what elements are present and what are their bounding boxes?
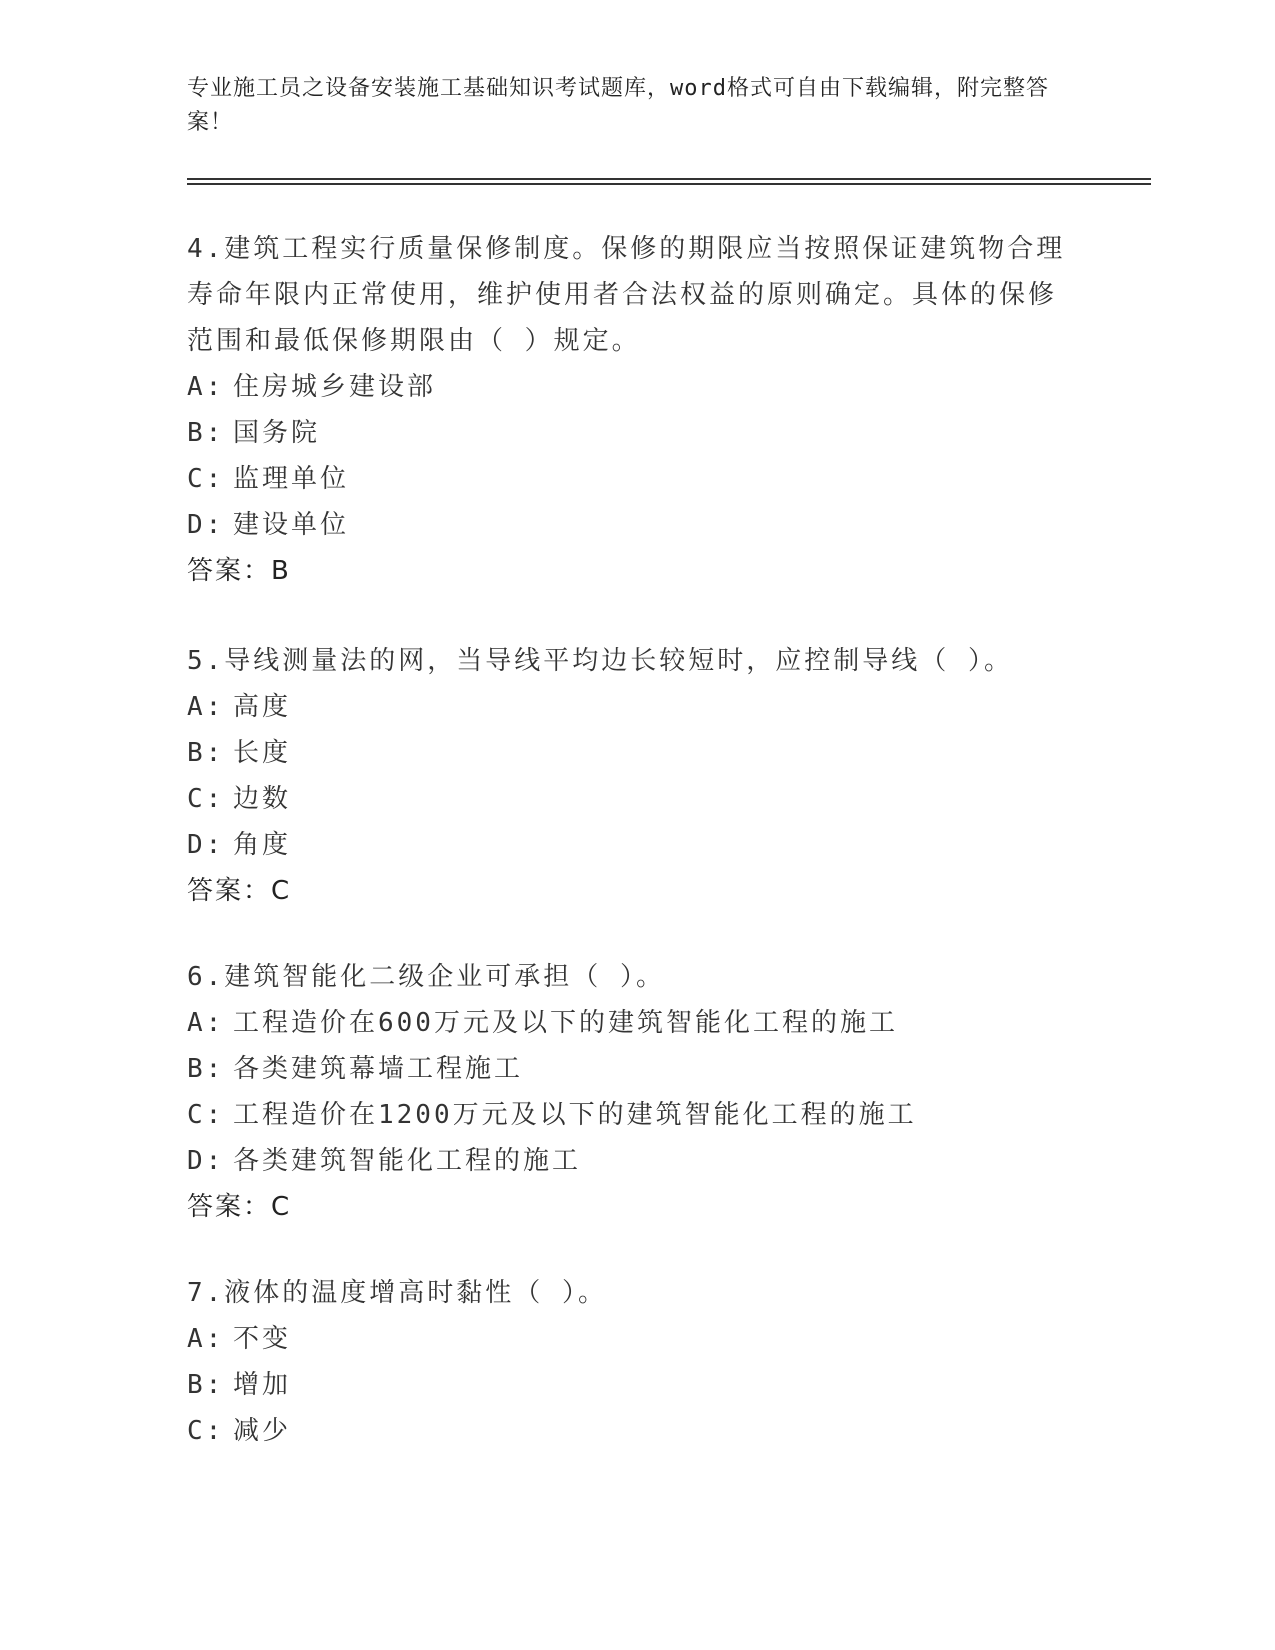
option-letter: A: bbox=[187, 1324, 225, 1354]
option-a bbox=[187, 1316, 1067, 1362]
option-a bbox=[187, 684, 1067, 730]
option-text: 高度 bbox=[233, 692, 292, 722]
option-letter: A: bbox=[187, 372, 225, 402]
option-letter: B: bbox=[187, 738, 225, 768]
question-stem: 6.建筑智能化二级企业可承担（ ）。 bbox=[187, 962, 665, 992]
option-letter: D: bbox=[187, 830, 225, 860]
question-5 bbox=[187, 638, 1067, 914]
option-text: 住房城乡建设部 bbox=[233, 372, 437, 402]
question-4 bbox=[187, 226, 1067, 594]
question-stem: 7.液体的温度增高时黏性（ ）。 bbox=[187, 1278, 607, 1308]
option-b bbox=[187, 1362, 1067, 1408]
question-stem: 4.建筑工程实行质量保修制度。保修的期限应当按照保证建筑物合理寿命年限内正常使用，维护使用者合法权益的原则确定。具体的保修范围和最低保修期限由（ ）规定。 bbox=[187, 234, 1066, 356]
option-d bbox=[187, 822, 1067, 868]
option-letter: D: bbox=[187, 1146, 225, 1176]
option-a bbox=[187, 1000, 1067, 1046]
option-c bbox=[187, 1408, 1067, 1454]
option-letter: B: bbox=[187, 1370, 225, 1400]
option-d bbox=[187, 1138, 1067, 1184]
option-b bbox=[187, 1046, 1067, 1092]
option-text: 工程造价在1200万元及以下的建筑智能化工程的施工 bbox=[233, 1100, 917, 1130]
option-letter: B: bbox=[187, 418, 225, 448]
answer: 答案：B bbox=[187, 556, 291, 586]
option-letter: A: bbox=[187, 1008, 225, 1038]
answer: 答案：C bbox=[187, 876, 292, 906]
option-c bbox=[187, 1092, 1067, 1138]
header-text: 专业施工员之设备安装施工基础知识考试题库，word格式可自由下载编辑，附完整答案！ bbox=[187, 76, 1049, 135]
option-text: 角度 bbox=[233, 830, 292, 860]
option-text: 长度 bbox=[233, 738, 292, 768]
option-letter: D: bbox=[187, 510, 225, 540]
document-header bbox=[187, 72, 1067, 140]
option-c bbox=[187, 456, 1067, 502]
option-text: 增加 bbox=[233, 1370, 292, 1400]
option-text: 不变 bbox=[233, 1324, 292, 1354]
option-letter: C: bbox=[187, 464, 225, 494]
option-text: 国务院 bbox=[233, 418, 321, 448]
header-divider-top bbox=[187, 178, 1151, 180]
option-a bbox=[187, 364, 1067, 410]
question-7 bbox=[187, 1270, 1067, 1454]
option-text: 减少 bbox=[233, 1416, 292, 1446]
option-letter: B: bbox=[187, 1054, 225, 1084]
option-letter: C: bbox=[187, 1100, 225, 1130]
header-divider-bottom bbox=[187, 183, 1151, 185]
option-text: 工程造价在600万元及以下的建筑智能化工程的施工 bbox=[233, 1008, 898, 1038]
answer: 答案：C bbox=[187, 1192, 292, 1222]
option-letter: C: bbox=[187, 1416, 225, 1446]
option-letter: C: bbox=[187, 784, 225, 814]
option-text: 建设单位 bbox=[233, 510, 350, 540]
option-b bbox=[187, 730, 1067, 776]
option-text: 各类建筑幕墙工程施工 bbox=[233, 1054, 524, 1084]
option-text: 边数 bbox=[233, 784, 292, 814]
option-text: 监理单位 bbox=[233, 464, 350, 494]
option-c bbox=[187, 776, 1067, 822]
question-6 bbox=[187, 954, 1067, 1230]
option-text: 各类建筑智能化工程的施工 bbox=[233, 1146, 582, 1176]
option-letter: A: bbox=[187, 692, 225, 722]
option-d bbox=[187, 502, 1067, 548]
option-b bbox=[187, 410, 1067, 456]
question-stem: 5.导线测量法的网，当导线平均边长较短时，应控制导线（ ）。 bbox=[187, 646, 1013, 676]
